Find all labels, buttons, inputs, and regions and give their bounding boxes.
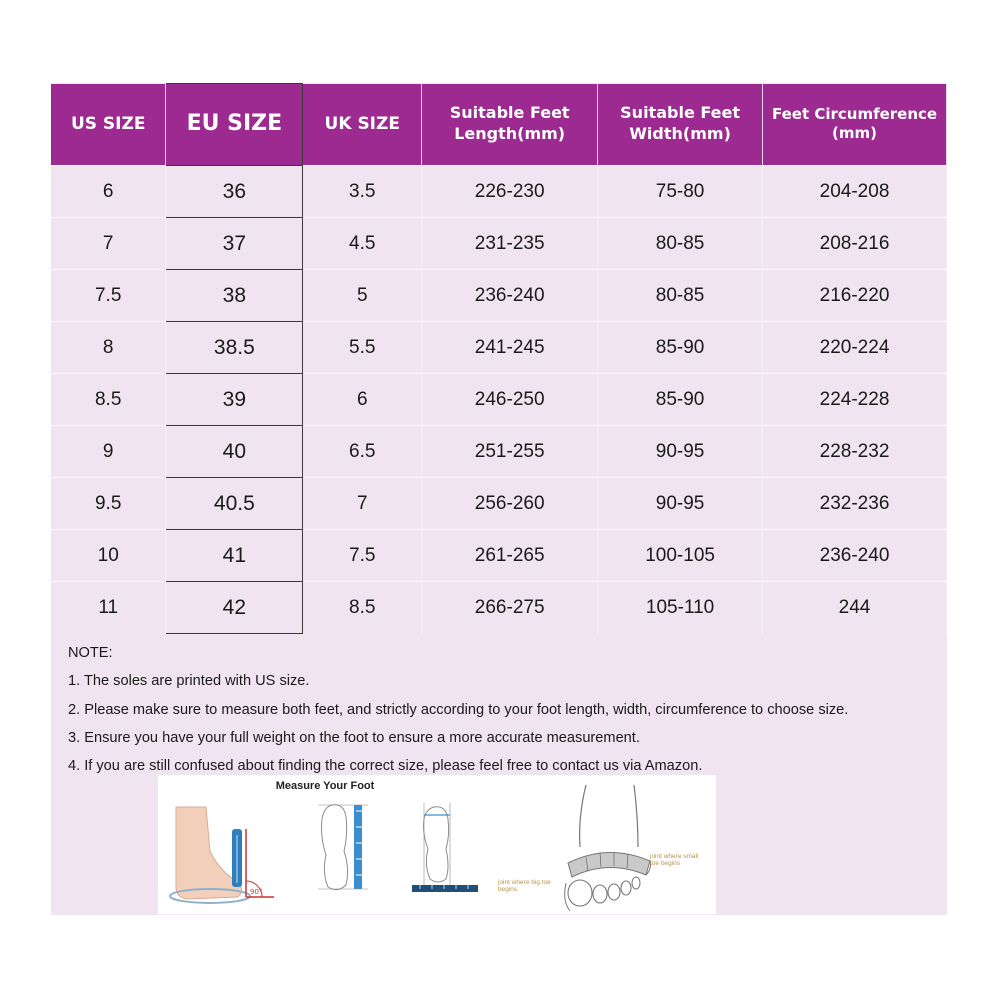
cell-feet-width: 80-85 (598, 270, 763, 322)
cell-feet-circumference: 220-224 (763, 322, 947, 374)
cell-feet-circumference: 232-236 (763, 478, 947, 530)
header-feet-length: Suitable Feet Length(mm) (422, 84, 598, 166)
foot-side-ruler-illustration (166, 799, 278, 911)
table-row (51, 530, 947, 582)
cell-feet-length: 246-250 (422, 374, 598, 426)
cell-uk-size: 5 (303, 270, 422, 322)
cell-eu-size: 38 (166, 270, 303, 322)
header-eu-size: EU SIZE (166, 84, 303, 166)
cell-feet-width: 90-95 (598, 426, 763, 478)
cell-feet-circumference: 228-232 (763, 426, 947, 478)
measure-title: Measure Your Foot (275, 780, 375, 792)
table-row (51, 322, 947, 374)
cell-feet-length: 266-275 (422, 582, 598, 634)
note-item: 4. If you are still confused about finding the correct size, please feel free to contact us via Amazon. (68, 758, 703, 775)
small-toe-joint-caption: joint where small toe begins (650, 853, 699, 868)
cell-eu-size: 36 (166, 166, 303, 218)
cell-us-size: 6 (51, 166, 166, 218)
cell-feet-length: 226-230 (422, 166, 598, 218)
cell-us-size: 9.5 (51, 478, 166, 530)
cell-feet-circumference: 216-220 (763, 270, 947, 322)
cell-feet-length: 261-265 (422, 530, 598, 582)
cell-feet-length: 256-260 (422, 478, 598, 530)
cell-feet-circumference: 236-240 (763, 530, 947, 582)
cell-feet-length: 231-235 (422, 218, 598, 270)
cell-uk-size: 8.5 (303, 582, 422, 634)
big-toe-joint-caption: joint where big toe begins (498, 879, 551, 894)
cell-eu-size: 39 (166, 374, 303, 426)
cell-feet-width: 85-90 (598, 322, 763, 374)
cell-feet-width: 75-80 (598, 166, 763, 218)
cell-us-size: 11 (51, 582, 166, 634)
cell-us-size: 8 (51, 322, 166, 374)
measure-foot-panel (158, 775, 716, 914)
cell-uk-size: 3.5 (303, 166, 422, 218)
cell-eu-size: 42 (166, 582, 303, 634)
size-table (51, 83, 947, 634)
cell-eu-size: 40.5 (166, 478, 303, 530)
cell-feet-circumference: 224-228 (763, 374, 947, 426)
table-row (51, 478, 947, 530)
cell-feet-circumference: 244 (763, 582, 947, 634)
note-item: 2. Please make sure to measure both feet, and strictly according to your foot length, width, circumference to choose size. (68, 701, 849, 718)
cell-feet-width: 85-90 (598, 374, 763, 426)
cell-uk-size: 4.5 (303, 218, 422, 270)
cell-us-size: 7.5 (51, 270, 166, 322)
table-header-row (51, 84, 947, 166)
cell-us-size: 7 (51, 218, 166, 270)
table-row (51, 426, 947, 478)
cell-uk-size: 7 (303, 478, 422, 530)
table-row (51, 218, 947, 270)
cell-uk-size: 7.5 (303, 530, 422, 582)
cell-us-size: 10 (51, 530, 166, 582)
notes-section (68, 639, 937, 780)
table-row (51, 582, 947, 634)
foot-width-ruler-illustration (408, 801, 484, 895)
cell-feet-length: 251-255 (422, 426, 598, 478)
cell-feet-width: 90-95 (598, 478, 763, 530)
table-row (51, 166, 947, 218)
header-us-size: US SIZE (51, 84, 166, 166)
cell-feet-width: 80-85 (598, 218, 763, 270)
cell-us-size: 9 (51, 426, 166, 478)
cell-feet-width: 100-105 (598, 530, 763, 582)
cell-eu-size: 40 (166, 426, 303, 478)
cell-us-size: 8.5 (51, 374, 166, 426)
cell-feet-circumference: 204-208 (763, 166, 947, 218)
table-row (51, 374, 947, 426)
cell-feet-width: 105-110 (598, 582, 763, 634)
cell-eu-size: 37 (166, 218, 303, 270)
table-body (51, 166, 947, 634)
angle-label: 90° (250, 888, 263, 896)
foot-circumference-illustration (538, 777, 716, 914)
cell-uk-size: 5.5 (303, 322, 422, 374)
cell-feet-length: 241-245 (422, 322, 598, 374)
header-feet-circumference: Feet Circumference (mm) (763, 84, 947, 166)
note-item: 3. Ensure you have your full weight on the foot to ensure a more accurate measurement. (68, 729, 640, 746)
cell-eu-size: 38.5 (166, 322, 303, 374)
cell-feet-circumference: 208-216 (763, 218, 947, 270)
notes-heading: NOTE: (68, 645, 113, 661)
note-item: 1. The soles are printed with US size. (68, 673, 310, 690)
header-feet-width: Suitable Feet Width(mm) (598, 84, 763, 166)
cell-feet-length: 236-240 (422, 270, 598, 322)
table-row (51, 270, 947, 322)
cell-eu-size: 41 (166, 530, 303, 582)
cell-uk-size: 6.5 (303, 426, 422, 478)
header-uk-size: UK SIZE (303, 84, 422, 166)
cell-uk-size: 6 (303, 374, 422, 426)
foot-length-ruler-illustration (308, 801, 378, 895)
